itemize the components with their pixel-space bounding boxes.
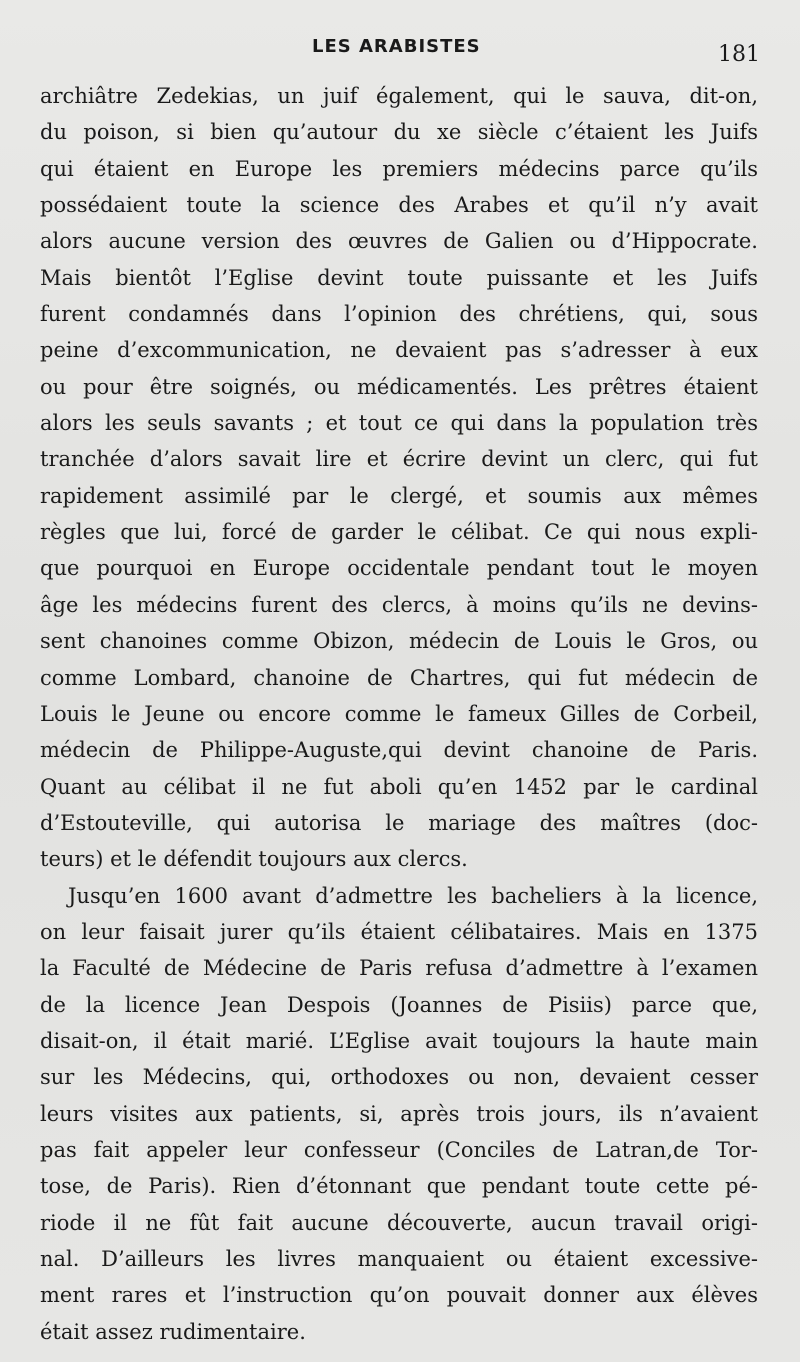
text-line: peine d’excommunication, ne devaient pas s’adresser à eux — [40, 338, 758, 363]
text-line: teurs) et le défendit toujours aux clercs. — [40, 847, 468, 872]
text-line: ment rares et l’instruction qu’on pouvait donner aux élèves — [40, 1283, 758, 1308]
text-line: possédaient toute la science des Arabes et qu’il n’y avait — [40, 193, 758, 218]
text-line: de la licence Jean Despois (Joannes de Pisiis) parce que, — [40, 992, 758, 1017]
text-line: la Faculté de Médecine de Paris refusa d’admettre à l’examen — [40, 956, 758, 981]
body-text — [40, 78, 758, 1350]
text-line: Louis le Jeune ou encore comme le fameux Gilles de Corbeil, — [40, 701, 758, 726]
text-line: tose, de Paris). Rien d’étonnant que pendant toute cette pé- — [40, 1174, 758, 1199]
page-number: 181 — [718, 42, 760, 67]
text-line: était assez rudimentaire. — [40, 1319, 306, 1344]
text-line: d’Estouteville, qui autorisa le mariage des maîtres (doc- — [40, 810, 758, 835]
text-line: alors aucune version des œuvres de Galien ou d’Hippocrate. — [40, 229, 758, 254]
text-line: comme Lombard, chanoine de Chartres, qui fut médecin de — [40, 665, 758, 690]
text-line: leurs visites aux patients, si, après trois jours, ils n’avaient — [40, 1101, 758, 1126]
text-line: tranchée d’alors savait lire et écrire devint un clerc, qui fut — [40, 447, 758, 472]
text-line: pas fait appeler leur confesseur (Conciles de Latran,de Tor- — [40, 1137, 758, 1162]
text-line: furent condamnés dans l’opinion des chrétiens, qui, sous — [40, 302, 758, 327]
text-line: Quant au célibat il ne fut aboli qu’en 1452 par le cardinal — [40, 774, 758, 799]
text-line: médecin de Philippe-Auguste,qui devint chanoine de Paris. — [40, 738, 758, 763]
text-line: riode il ne fût fait aucune découverte, aucun travail origi- — [40, 1210, 758, 1235]
text-line: on leur faisait jurer qu’ils étaient célibataires. Mais en 1375 — [40, 919, 758, 944]
chapter-title: LES ARABISTES — [312, 36, 481, 57]
text-line: nal. D’ailleurs les livres manquaient ou étaient excessive- — [40, 1247, 758, 1271]
text-line: ou pour être soignés, ou médicamentés. Les prêtres étaient — [40, 374, 758, 399]
text-line: que pourquoi en Europe occidentale pendant tout le moyen — [40, 556, 758, 581]
text-line: alors les seuls savants ; et tout ce qui dans la population très — [40, 411, 758, 436]
text-line: règles que lui, forcé de garder le célibat. Ce qui nous expli- — [40, 520, 758, 545]
text-line: du poison, si bien qu’autour du xe siècle c’étaient les Juifs — [40, 120, 758, 145]
text-line: archiâtre Zedekias, un juif également, qui le sauva, dit-on, — [40, 84, 758, 108]
text-line: âge les médecins furent des clercs, à moins qu’ils ne devins- — [40, 592, 758, 617]
text-line: sent chanoines comme Obizon, médecin de Louis le Gros, ou — [40, 629, 758, 654]
text-line: qui étaient en Europe les premiers médecins parce qu’ils — [40, 156, 758, 181]
text-line: disait-on, il était marié. L’Eglise avait toujours la haute main — [40, 1028, 758, 1053]
text-line: Mais bientôt l’Eglise devint toute puissante et les Juifs — [40, 265, 758, 290]
running-head — [0, 36, 800, 66]
text-line: Jusqu’en 1600 avant d’admettre les bacheliers à la licence, — [68, 883, 758, 908]
text-line: sur les Médecins, qui, orthodoxes ou non, devaient cesser — [40, 1065, 758, 1090]
text-line: rapidement assimilé par le clergé, et soumis aux mêmes — [40, 483, 758, 508]
